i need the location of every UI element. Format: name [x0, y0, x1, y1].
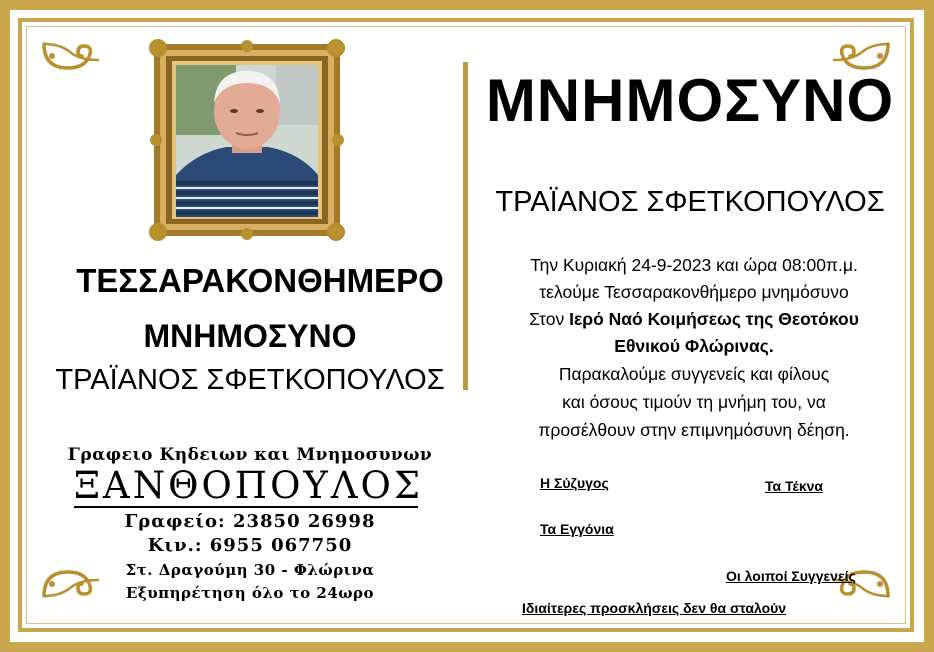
announcement-line: Παρακαλούμε συγγενείς και φίλους: [558, 364, 830, 384]
church-location: Εθνικού Φλώρινας.: [614, 336, 774, 356]
portrait-photo: [176, 65, 318, 217]
service-hours: Εξυπηρέτηση όλο το 24ωρο: [125, 584, 375, 602]
signature-grandchildren: Τα Εγγόνια: [540, 521, 614, 537]
mobile-phone: Κιν.: 6955 067750: [147, 535, 353, 556]
office-phone: Γραφείο: 23850 26998: [124, 511, 376, 532]
signature-spouse: Η Σύζυγος: [540, 475, 609, 491]
signature-other-relatives: Οι λοιποί Συγγενείς: [726, 568, 856, 584]
announcement-line: προσέλθουν στην επιμνημόσυνη δέηση.: [538, 420, 850, 440]
announcement-line: [478, 309, 910, 330]
office-address: Στ. Δραγούμη 30 - Φλώρινα: [125, 561, 375, 579]
heading-memorial: ΜΝΗΜΟΣΥΝΟ: [143, 318, 357, 354]
announcement-line: και όσους τιμούν τη μνήμη του, να: [562, 392, 826, 412]
memorial-title: ΜΝΗΜΟΣΥΝΟ: [485, 67, 895, 134]
heading-forty-day: ΤΕΣΣΑΡΑΚΟΝΘΗΜΕΡΟ: [76, 262, 444, 299]
church-name: Ιερό Ναό Κοιμήσεως της Θεοτόκου: [569, 309, 859, 329]
announcement-line: Την Κυριακή 24-9-2023 και ώρα 08:00π.μ.: [530, 255, 858, 275]
deceased-name-left: ΤΡΑΪΑΝΟΣ ΣΦΕΤΚΟΠΟΥΛΟΣ: [55, 364, 445, 396]
corner-ornament-icon: [40, 38, 102, 74]
announcement-prefix: Στον: [529, 309, 570, 329]
no-invitations-note: Ιδιαίτερες προσκλήσεις δεν θα σταλούν: [522, 600, 787, 616]
announcement-line: τελούμε Τεσσαρακονθήμερο μνημόσυνο: [539, 282, 849, 302]
signature-children: Τα Τέκνα: [765, 478, 824, 494]
deceased-name-right: ΤΡΑΪΑΝΟΣ ΣΦΕΤΚΟΠΟΥΛΟΣ: [495, 186, 885, 218]
funeral-office-label: Γραφειο Κηδειων και Μνημοσυνων: [67, 445, 433, 465]
funeral-office-brand: ΞΑΝΘΟΠΟΥΛΟΣ: [74, 464, 424, 507]
